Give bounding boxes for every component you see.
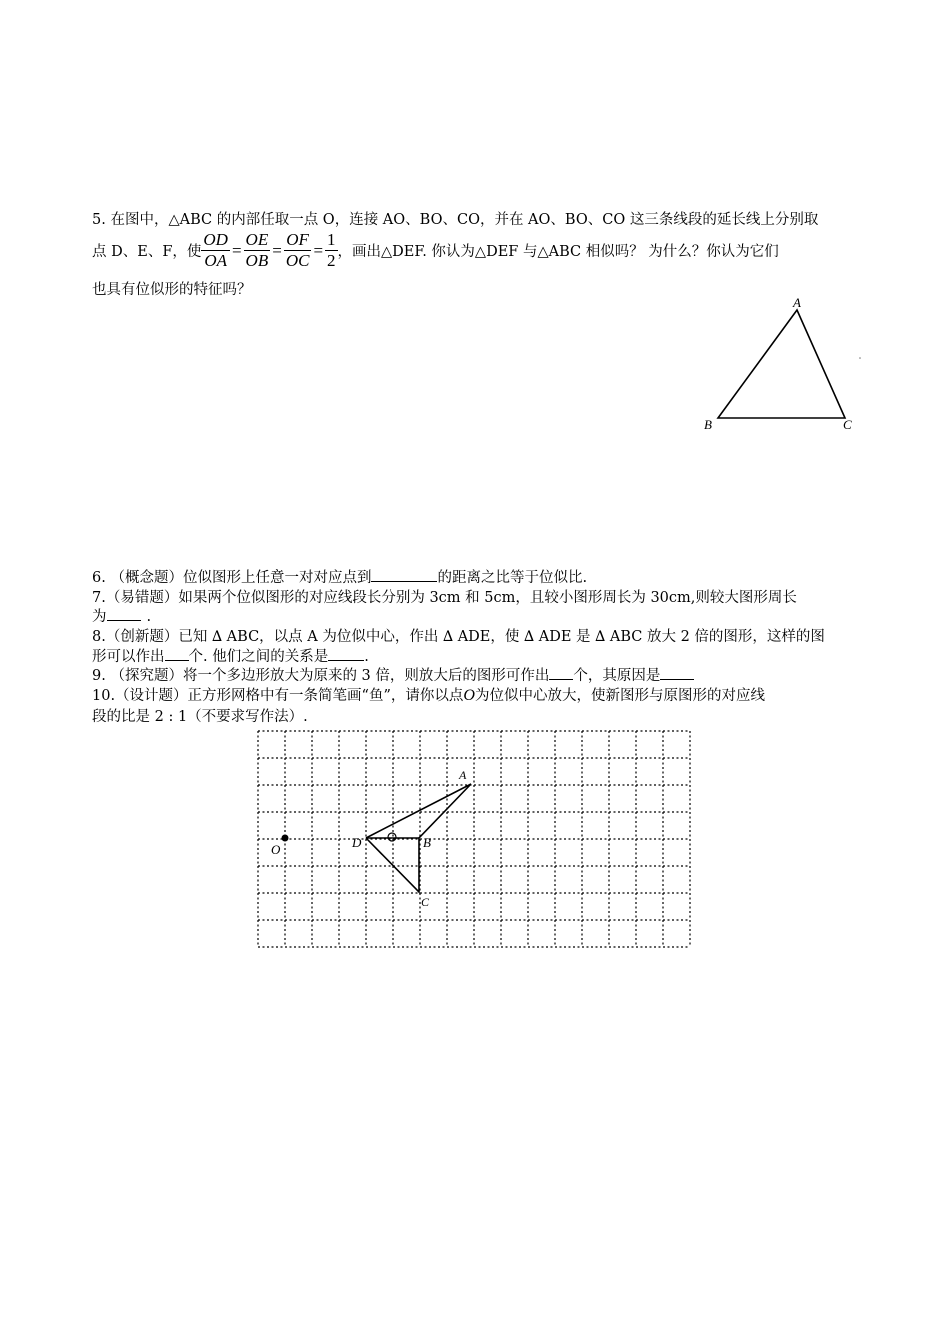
label-a: A bbox=[459, 768, 467, 782]
grid-fish-figure bbox=[250, 725, 700, 955]
label-b: B bbox=[423, 835, 431, 850]
q5-line2 bbox=[92, 230, 779, 271]
q9-line: 9. （探究题）将一个多边形放大为原来的 3 倍，则放大后的图形可作出 个，其原因是 bbox=[92, 664, 694, 685]
point-o-symbol: O bbox=[463, 687, 475, 704]
dotted-grid bbox=[258, 731, 690, 947]
q6-blank bbox=[371, 581, 437, 582]
q5-line1: 5. 在图中，△ABC 的内部任取一点 O，连接 AO、BO、CO，并在 AO、BO、CO 这三条线段的延长线上分别取 bbox=[92, 212, 819, 228]
q7-line2: 为 . bbox=[92, 609, 152, 625]
label-c: C bbox=[421, 895, 430, 909]
label-o: O bbox=[271, 842, 281, 857]
fraction-one-half: $\frac{1}{2}$ bbox=[327, 230, 336, 270]
q8-blank-relation bbox=[328, 660, 364, 661]
label-a: A bbox=[793, 295, 801, 310]
triangle-abc bbox=[718, 310, 845, 418]
fish-eye bbox=[388, 833, 396, 841]
q9-blank-count bbox=[549, 679, 573, 680]
q10-line2: 段的比是 2 : 1（不要求写作法）. bbox=[92, 709, 308, 725]
q8-line2: 形可以作出 个. 他们之间的关系是 . bbox=[92, 649, 369, 665]
triangle-abc-figure bbox=[700, 292, 870, 437]
q5-line2-post: ，画出△DEF. 你认为△DEF 与△ABC 相似吗？ 为什么？你认为它们 bbox=[337, 244, 779, 260]
fish-drawing bbox=[366, 784, 471, 892]
label-d: D bbox=[352, 835, 362, 850]
fraction-od-oa: $\frac{OD}{OA}$ bbox=[203, 230, 228, 270]
label-b: B bbox=[704, 417, 712, 432]
q5-line2-pre: 点 D、E、F，使 bbox=[92, 244, 202, 260]
q7-blank bbox=[107, 620, 141, 621]
q5-line3: 也具有位似形的特征吗？ bbox=[92, 282, 252, 298]
q6-line: 6. （概念题）位似图形上任意一对对应点到 的距离之比等于位似比. bbox=[92, 570, 588, 586]
q7-line1: 7.（易错题）如果两个位似图形的对应线段长分别为 3cm 和 5cm，且较小图形周长为 30cm,则较大图形周长 bbox=[92, 590, 797, 606]
equals-sign: = bbox=[231, 240, 242, 260]
fraction-oe-ob: $\frac{OE}{OB}$ bbox=[245, 230, 269, 270]
q8-blank-count bbox=[165, 660, 189, 661]
q8-line1: 8.（创新题）已知 ∆ ABC，以点 A 为位似中心，作出 ∆ ADE，使 ∆ ADE 是 ∆ ABC 放大 2 倍的图形，这样的图 bbox=[92, 629, 825, 645]
center-point-o bbox=[282, 835, 289, 842]
q10-line1: 10.（设计题）正方形网格中有一条简笔画“鱼”，请你以点O为位似中心放大，使新图形与原图形的对应线 bbox=[92, 687, 765, 704]
equals-sign: = bbox=[272, 240, 282, 260]
fraction-of-oc: $\frac{OF}{OC}$ bbox=[285, 230, 310, 270]
equals-sign: = bbox=[313, 240, 324, 260]
q9-blank-reason bbox=[660, 679, 694, 680]
label-c: C bbox=[843, 417, 852, 432]
